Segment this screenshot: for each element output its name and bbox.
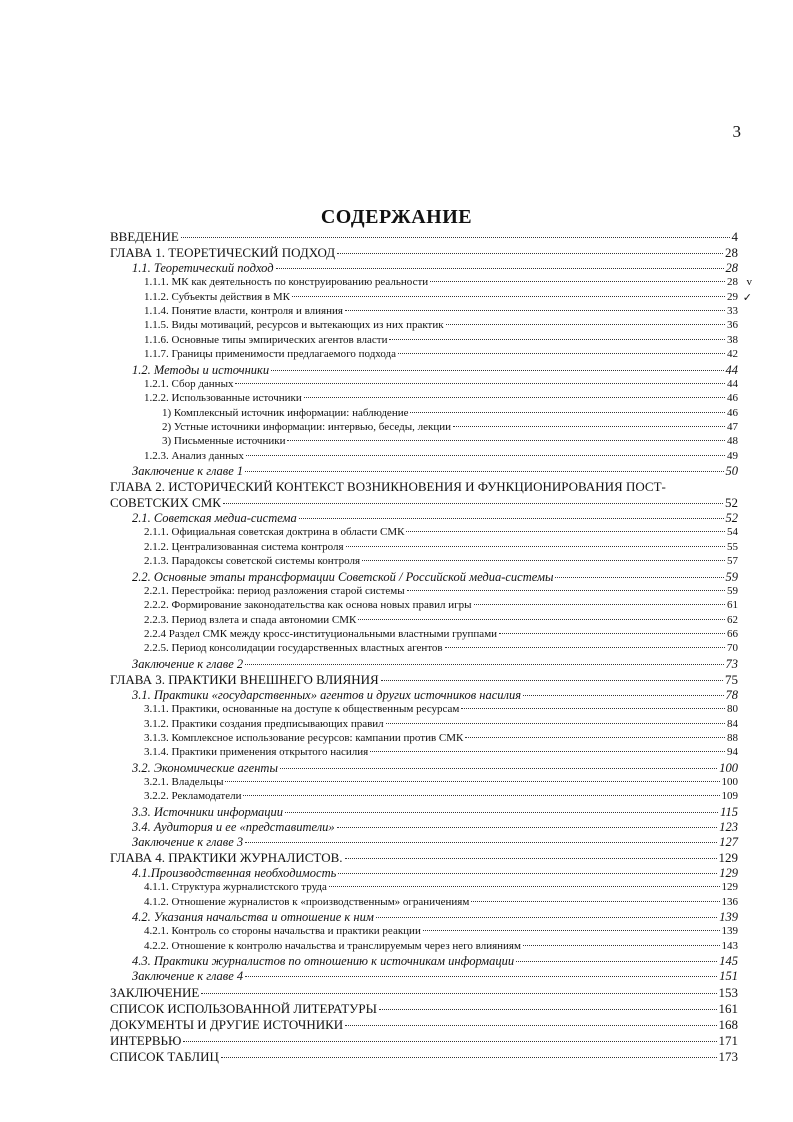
toc-entry-page: 38 <box>727 333 738 346</box>
leader-dots <box>445 647 725 648</box>
leader-dots <box>299 518 724 519</box>
toc-entry-page: 48 <box>727 435 738 448</box>
toc-entry <box>110 866 738 881</box>
toc-entry-title: Заключение к главе 1 <box>132 464 244 479</box>
leader-dots <box>345 1025 716 1026</box>
leader-dots <box>276 268 724 269</box>
leader-dots <box>362 560 725 561</box>
leader-dots <box>292 296 725 297</box>
toc-entry-page: 171 <box>718 1032 738 1048</box>
toc-entry <box>110 628 738 642</box>
toc-entry <box>110 450 738 464</box>
toc-entry <box>110 599 738 613</box>
leader-dots <box>243 795 719 796</box>
toc-entry <box>110 896 738 910</box>
toc-entry-title: 2.2.4 Раздел СМК между кросс-институциональными властными группами <box>144 627 498 640</box>
toc-entry-title: ДОКУМЕНТЫ И ДРУГИЕ ИСТОЧНИКИ <box>110 1016 344 1032</box>
toc-entry-page: 42 <box>727 348 738 361</box>
leader-dots <box>379 1009 717 1010</box>
toc-entry <box>110 881 738 895</box>
toc-entry-page: 153 <box>718 984 738 1000</box>
leader-dots <box>345 310 725 311</box>
toc-entry-page: 54 <box>727 526 738 539</box>
leader-dots <box>461 708 725 709</box>
leader-dots <box>410 412 725 413</box>
toc-entry-page: 61 <box>727 599 738 612</box>
toc-entry-page: 129 <box>719 866 738 881</box>
leader-dots <box>376 917 717 918</box>
toc-entry <box>110 954 738 969</box>
leader-dots <box>223 503 723 504</box>
toc-entry-title: 3.1.1. Практики, основанные на доступе к общественным ресурсам <box>144 703 460 716</box>
leader-dots <box>181 237 730 238</box>
toc-entry-title: 2.1.1. Официальная советская доктрина в области СМК <box>144 526 405 539</box>
toc-entry <box>110 1017 738 1033</box>
leader-dots <box>287 440 725 441</box>
toc-entry <box>110 688 738 703</box>
leader-dots <box>337 253 723 254</box>
toc-entry-title: 2.2.2. Формирование законодательства как основа новых правил игры <box>144 599 472 612</box>
toc-entry-page: 129 <box>718 850 738 866</box>
toc-entry-title: 1.1.1. МК как деятельность по конструированию реальности <box>144 276 429 289</box>
toc-entry <box>110 464 738 479</box>
toc-entry-page: 88 <box>727 731 738 744</box>
leader-dots <box>245 842 717 843</box>
toc-entry-title: 3.2.2. Рекламодатели <box>144 790 242 803</box>
toc-entry-page: 94 <box>727 746 738 759</box>
toc-entry-page: 4 <box>731 229 738 244</box>
leader-dots <box>381 680 723 681</box>
toc-entry-page: 100 <box>719 760 738 775</box>
toc-entry <box>110 657 738 672</box>
toc-entry-title: СПИСОК ТАБЛИЦ <box>110 1048 219 1064</box>
toc-entry <box>110 363 738 378</box>
toc-entry <box>110 672 738 688</box>
toc-entry-page: 49 <box>727 449 738 462</box>
toc-entry-title: ГЛАВА 2. ИСТОРИЧЕСКИЙ КОНТЕКСТ ВОЗНИКНОВЕНИЯ И ФУНКЦИОНИРОВАНИЯ ПОСТ- <box>110 479 666 495</box>
leader-dots <box>245 471 723 472</box>
toc-entry <box>110 761 738 776</box>
toc-entry <box>110 703 738 717</box>
toc-entry-page: 44 <box>727 377 738 390</box>
leader-dots <box>201 993 716 994</box>
leader-dots <box>446 324 725 325</box>
leader-dots <box>225 781 719 782</box>
leader-dots <box>407 590 725 591</box>
toc-entry <box>110 614 738 628</box>
toc-entry <box>110 407 738 421</box>
toc-entry-title: 2.1.2. Централизованная система контроля <box>144 540 344 553</box>
toc-entry <box>110 850 738 866</box>
toc-entry-title: СПИСОК ИСПОЛЬЗОВАННОЙ ЛИТЕРАТУРЫ <box>110 1000 377 1016</box>
toc-entry-page: 66 <box>727 627 738 640</box>
leader-dots <box>235 383 725 384</box>
toc-entry-title: Заключение к главе 3 <box>132 835 244 850</box>
toc-entry-title: 3.1.4. Практики применения открытого насилия <box>144 746 369 759</box>
toc-entry <box>110 276 752 290</box>
toc-entry-title: ГЛАВА 3. ПРАКТИКИ ВНЕШНЕГО ВЛИЯНИЯ <box>110 671 379 687</box>
toc-entry-title: 3.1.3. Комплексное использование ресурсов: кампании против СМК <box>144 731 464 744</box>
toc-entry-page: 46 <box>727 392 738 405</box>
toc-entry-title: 2.2.5. Период консолидации государственных властных агентов <box>144 642 443 655</box>
leader-dots <box>304 397 725 398</box>
toc-entry-page: 143 <box>721 939 738 952</box>
toc-entry-page: 28 <box>727 276 738 289</box>
toc-entry <box>110 261 738 276</box>
leader-dots <box>370 751 725 752</box>
toc-entry <box>110 378 738 392</box>
toc-entry-title: Заключение к главе 2 <box>132 656 244 671</box>
toc-entry <box>110 820 738 835</box>
leader-dots <box>523 945 720 946</box>
leader-dots <box>337 827 718 828</box>
toc-entry-page: 161 <box>718 1000 738 1016</box>
leader-dots <box>516 961 717 962</box>
toc-entry <box>110 290 752 305</box>
toc-entry-page: 62 <box>727 613 738 626</box>
toc-entry-title: 3) Письменные источники <box>162 435 286 448</box>
leader-dots <box>246 455 725 456</box>
leader-dots <box>386 723 725 724</box>
toc-entry-page: 46 <box>727 406 738 419</box>
leader-dots <box>465 737 725 738</box>
toc-entry <box>110 969 738 984</box>
toc-entry-title: 1.1.6. Основные типы эмпирических агентов власти <box>144 333 388 346</box>
toc-entry-title: 4.1.2. Отношение журналистов к «производственным» ограничениям <box>144 895 470 908</box>
toc-entry-page: 59 <box>727 584 738 597</box>
toc-entry-title: 2) Устные источники информации: интервью, беседы, лекции <box>162 420 451 433</box>
toc-entry <box>110 925 738 939</box>
leader-dots <box>245 976 717 977</box>
toc-entry-title: 2.2.3. Период взлета и спада автономии СМК <box>144 613 357 626</box>
toc-entry-page: 139 <box>721 925 738 938</box>
toc-entry-title: 4.1.1. Структура журналистского труда <box>144 881 327 894</box>
toc-entry <box>110 229 738 245</box>
toc-entry <box>110 245 738 261</box>
toc-entry-page: 52 <box>725 495 738 511</box>
toc-entry-title: 1.1.5. Виды мотиваций, ресурсов и вытекающих из них практик <box>144 319 444 332</box>
toc-entry-title: 3.2.1. Владельцы <box>144 775 224 788</box>
toc-entry-title: 1.2.2. Использованные источники <box>144 392 302 405</box>
leader-dots <box>183 1041 716 1042</box>
leader-dots <box>285 812 718 813</box>
toc-entry-page: 29 <box>727 290 738 303</box>
toc-entry-page: 36 <box>727 319 738 332</box>
toc-entry <box>110 421 738 435</box>
toc-entry-page: 145 <box>719 954 738 969</box>
toc-entry-title: 1.1. Теоретический подход <box>132 261 274 275</box>
toc-entry-title: СОВЕТСКИХ СМК <box>110 495 221 511</box>
toc-entry <box>110 940 738 954</box>
toc-entry <box>110 585 738 599</box>
toc-entry-page: 123 <box>719 819 738 834</box>
leader-dots <box>221 1057 717 1058</box>
toc-entry-page: 28 <box>725 261 738 275</box>
toc-entry <box>110 348 738 362</box>
page-number: 3 <box>732 122 741 141</box>
toc-entry-page: 59 <box>725 569 738 584</box>
toc-entry <box>110 805 738 820</box>
toc-entry <box>110 1049 738 1065</box>
toc-entry-page: 73 <box>725 656 738 671</box>
toc-entry <box>110 718 738 732</box>
toc-entry-title: ГЛАВА 4. ПРАКТИКИ ЖУРНАЛИСТОВ. <box>110 850 343 866</box>
toc-entry-title: 2.2. Основные этапы трансформации Советской / Российской медиа-системы <box>132 569 554 584</box>
toc-entry <box>110 511 738 526</box>
leader-dots <box>453 426 725 427</box>
toc-entry-title: 1.2.1. Сбор данных <box>144 377 234 390</box>
toc-entry <box>110 305 738 319</box>
toc-entry <box>110 642 738 656</box>
toc-entry <box>110 1001 738 1017</box>
leader-dots <box>430 281 725 282</box>
toc-entry-page: 139 <box>719 910 738 925</box>
toc-entry-title: 4.2.2. Отношение к контролю начальства и транслируемым через него влияниям <box>144 939 521 952</box>
toc-entry <box>110 790 738 804</box>
toc-entry-title: 1.2. Методы и источники <box>132 362 270 377</box>
toc-entry-title: 1.1.4. Понятие власти, контроля и влияния <box>144 304 343 317</box>
toc-entry-title: 2.1.3. Парадоксы советской системы контроля <box>144 555 360 568</box>
leader-dots <box>280 768 717 769</box>
toc-entry-page: 28 <box>725 245 738 260</box>
toc-entry-page: 129 <box>721 881 738 894</box>
toc-entry <box>110 835 738 850</box>
leader-dots <box>338 873 717 874</box>
toc-entry-page: 57 <box>727 555 738 568</box>
toc-entry-page: 75 <box>725 671 738 687</box>
leader-dots <box>474 604 725 605</box>
toc-title: СОДЕРЖАНИЕ <box>320 206 473 228</box>
toc-entry-page: 52 <box>725 511 738 526</box>
toc-entry-title: 4.1.Производственная необходимость <box>132 866 337 881</box>
toc-entry-page: 168 <box>718 1016 738 1032</box>
toc-entry-title: ГЛАВА 1. ТЕОРЕТИЧЕСКИЙ ПОДХОД <box>110 245 336 260</box>
toc-entry-page: 80 <box>727 703 738 716</box>
toc-entry-title: 3.1.2. Практики создания предписывающих правил <box>144 717 384 730</box>
toc-entry-title: 1) Комплексный источник информации: наблюдение <box>162 406 409 419</box>
leader-dots <box>398 353 725 354</box>
table-of-contents <box>110 229 752 1065</box>
leader-dots <box>358 619 725 620</box>
toc-entry-page: 47 <box>727 420 738 433</box>
toc-entry <box>110 334 738 348</box>
toc-entry-title: ИНТЕРВЬЮ <box>110 1032 182 1048</box>
toc-entry <box>110 746 738 760</box>
toc-entry-page: 109 <box>721 790 738 803</box>
toc-entry <box>110 435 738 449</box>
toc-entry-title: ВВЕДЕНИЕ <box>110 229 179 244</box>
toc-entry-page: 78 <box>725 687 738 702</box>
toc-entry <box>110 495 738 511</box>
toc-entry-title: 3.4. Аудитория и ее «представители» <box>132 819 335 834</box>
toc-entry <box>110 985 738 1001</box>
toc-entry-title: 4.3. Практики журналистов по отношению к источникам информации <box>132 954 515 969</box>
toc-entry-page: 136 <box>721 895 738 908</box>
toc-entry <box>110 319 738 333</box>
toc-entry <box>110 555 738 569</box>
toc-entry <box>110 1033 738 1049</box>
handwritten-check-mark: v <box>746 276 752 289</box>
leader-dots <box>423 930 720 931</box>
toc-entry <box>110 479 738 495</box>
toc-entry-page: 115 <box>720 804 738 819</box>
toc-entry-page: 33 <box>727 304 738 317</box>
toc-entry-title: 2.1. Советская медиа-система <box>132 511 297 526</box>
toc-entry-title: 3.1. Практики «государственных» агентов и других источников насилия <box>132 687 522 702</box>
leader-dots <box>389 339 725 340</box>
toc-entry <box>110 541 738 555</box>
toc-entry-page: 173 <box>718 1048 738 1064</box>
toc-entry-page: 70 <box>727 642 738 655</box>
toc-entry-page: 151 <box>719 969 738 984</box>
toc-entry-title: 1.2.3. Анализ данных <box>144 449 244 462</box>
toc-entry <box>110 776 738 790</box>
toc-entry-title: 1.1.2. Субъекты действия в МК <box>144 290 290 303</box>
toc-entry-title: 4.2. Указания начальства и отношение к ним <box>132 910 374 925</box>
leader-dots <box>555 577 723 578</box>
toc-entry-page: 100 <box>721 775 738 788</box>
toc-entry-page: 84 <box>727 717 738 730</box>
toc-entry-title: 3.3. Источники информации <box>132 804 284 819</box>
toc-entry-title: 1.1.7. Границы применимости предлагаемого подхода <box>144 348 397 361</box>
toc-entry-title: ЗАКЛЮЧЕНИЕ <box>110 984 200 1000</box>
leader-dots <box>406 531 725 532</box>
toc-entry-page: 127 <box>719 835 738 850</box>
toc-entry-title: 2.2.1. Перестройка: период разложения старой системы <box>144 584 405 597</box>
toc-entry-page: 50 <box>725 464 738 479</box>
leader-dots <box>245 664 723 665</box>
toc-entry <box>110 910 738 925</box>
leader-dots <box>329 886 720 887</box>
toc-entry <box>110 732 738 746</box>
leader-dots <box>471 901 719 902</box>
toc-entry-title: 3.2. Экономические агенты <box>132 760 278 775</box>
toc-entry-page: 44 <box>725 362 738 377</box>
toc-entry-page: 55 <box>727 540 738 553</box>
leader-dots <box>271 370 723 371</box>
toc-entry <box>110 392 738 406</box>
handwritten-check-mark: ✓ <box>742 291 752 304</box>
leader-dots <box>346 546 725 547</box>
toc-entry-title: 4.2.1. Контроль со стороны начальства и практики реакции <box>144 925 421 938</box>
leader-dots <box>345 858 717 859</box>
leader-dots <box>499 633 725 634</box>
toc-entry <box>110 570 738 585</box>
toc-entry-title: Заключение к главе 4 <box>132 969 244 984</box>
toc-entry <box>110 526 738 540</box>
leader-dots <box>523 695 723 696</box>
